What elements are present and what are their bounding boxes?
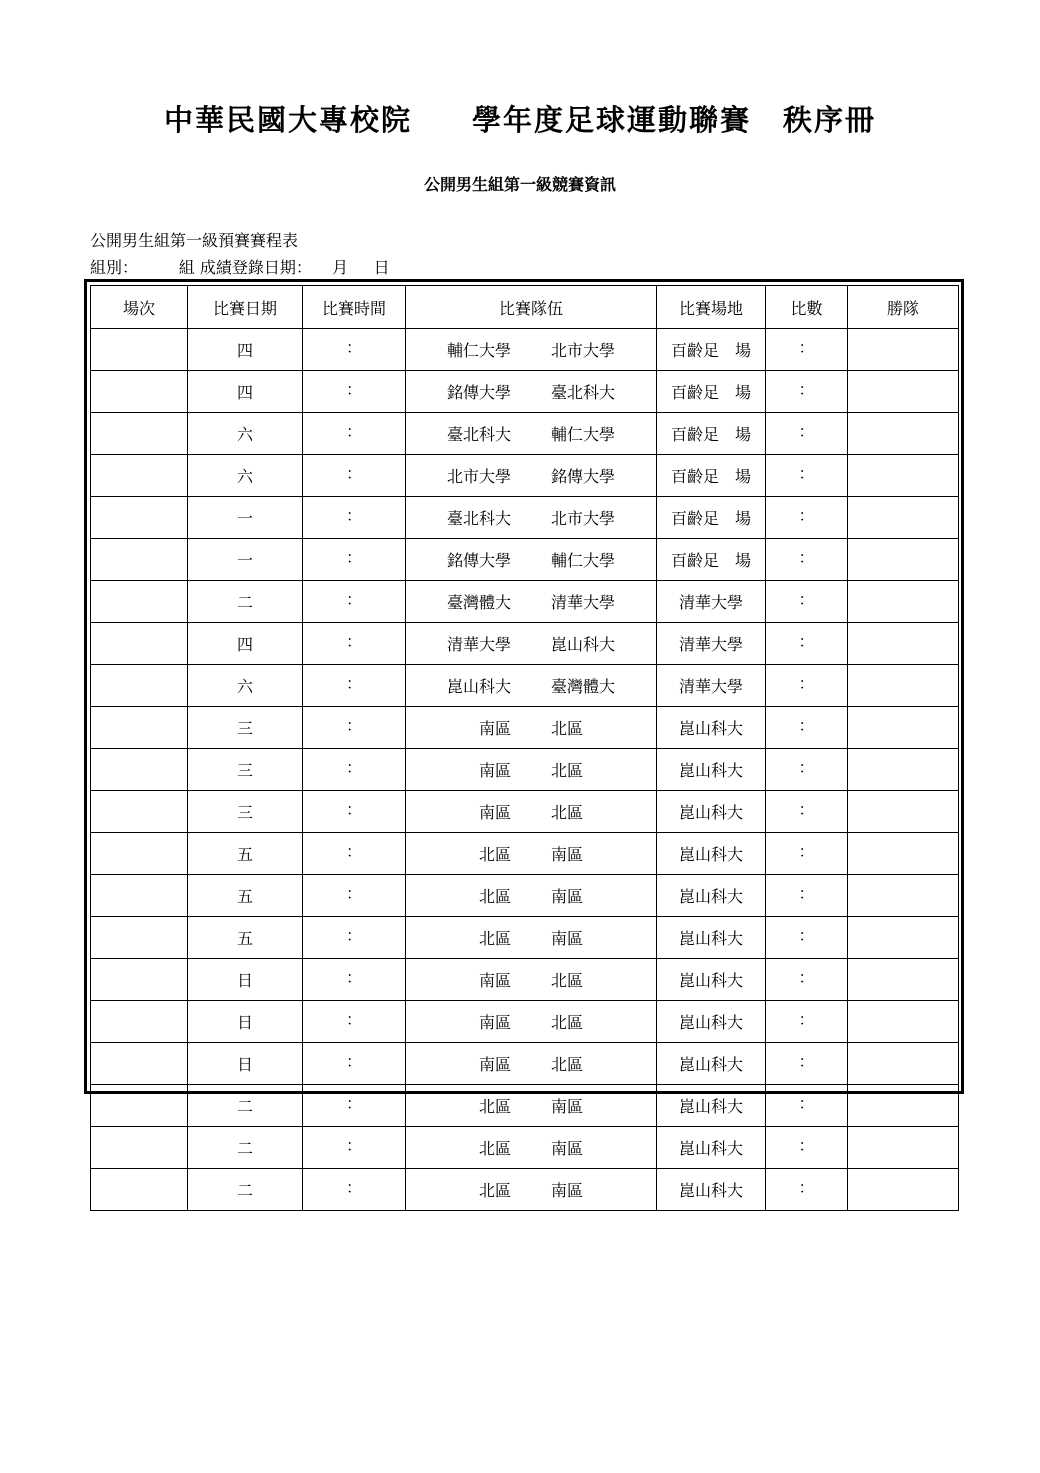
venue-cell: 百齡足 場 (657, 329, 766, 371)
team-home: 臺北科大 (446, 425, 511, 444)
match-cell (91, 371, 188, 413)
date-cell: 三 (188, 791, 303, 833)
match-cell (91, 413, 188, 455)
header-teams: 比賽隊伍 (406, 286, 657, 329)
winner-cell (848, 371, 959, 413)
teams-cell (406, 1043, 657, 1085)
venue-cell: 崑山科大 (657, 1127, 766, 1169)
score-cell: ： (766, 749, 848, 791)
table-header-row (91, 286, 959, 329)
venue-cell: 百齡足 場 (657, 497, 766, 539)
time-cell: ： (303, 539, 406, 581)
team-away: 輔仁大學 (551, 425, 616, 444)
date-cell: 六 (188, 413, 303, 455)
match-cell (91, 917, 188, 959)
team-away: 清華大學 (551, 593, 616, 612)
date-cell: 五 (188, 833, 303, 875)
winner-cell (848, 623, 959, 665)
winner-cell (848, 749, 959, 791)
venue-cell: 清華大學 (657, 623, 766, 665)
match-cell (91, 581, 188, 623)
time-cell: ： (303, 665, 406, 707)
match-cell (91, 329, 188, 371)
time-cell: ： (303, 875, 406, 917)
team-home: 北區 (478, 1139, 511, 1158)
score-cell: ： (766, 497, 848, 539)
team-away: 北區 (551, 1013, 584, 1032)
time-cell: ： (303, 329, 406, 371)
teams-cell (406, 1127, 657, 1169)
team-away: 南區 (551, 1139, 584, 1158)
date-cell: 一 (188, 497, 303, 539)
table-row (91, 497, 959, 539)
date-cell: 六 (188, 455, 303, 497)
venue-cell: 百齡足 場 (657, 539, 766, 581)
team-away: 臺灣體大 (551, 677, 616, 696)
score-cell: ： (766, 791, 848, 833)
team-home: 崑山科大 (446, 677, 511, 696)
score-cell: ： (766, 665, 848, 707)
team-away: 北區 (551, 1055, 584, 1074)
team-home: 北區 (478, 1097, 511, 1116)
table-row (91, 959, 959, 1001)
venue-cell: 清華大學 (657, 581, 766, 623)
team-home: 北市大學 (446, 467, 511, 486)
match-cell (91, 1169, 188, 1211)
team-away: 崑山科大 (551, 635, 616, 654)
score-cell: ： (766, 1043, 848, 1085)
venue-cell: 崑山科大 (657, 917, 766, 959)
venue-cell: 清華大學 (657, 665, 766, 707)
venue-cell: 崑山科大 (657, 1169, 766, 1211)
info-line (90, 255, 390, 278)
team-home: 清華大學 (446, 635, 511, 654)
winner-cell (848, 917, 959, 959)
winner-cell (848, 959, 959, 1001)
match-cell (91, 623, 188, 665)
date-cell: 三 (188, 749, 303, 791)
venue-cell: 崑山科大 (657, 707, 766, 749)
date-cell: 四 (188, 623, 303, 665)
team-home: 南區 (478, 719, 511, 738)
winner-cell (848, 329, 959, 371)
title-part-1: 中華民國大專校院 (163, 103, 412, 137)
teams-cell (406, 665, 657, 707)
teams-cell (406, 581, 657, 623)
page-title (0, 98, 1040, 139)
time-cell: ： (303, 497, 406, 539)
teams-cell (406, 791, 657, 833)
team-home: 南區 (478, 971, 511, 990)
date-cell: 日 (188, 959, 303, 1001)
score-cell: ： (766, 959, 848, 1001)
header-date: 比賽日期 (188, 286, 303, 329)
score-cell: ： (766, 875, 848, 917)
score-cell: ： (766, 539, 848, 581)
winner-cell (848, 497, 959, 539)
time-cell: ： (303, 791, 406, 833)
venue-cell: 崑山科大 (657, 749, 766, 791)
venue-cell: 百齡足 場 (657, 413, 766, 455)
match-cell (91, 791, 188, 833)
date-cell: 四 (188, 371, 303, 413)
match-cell (91, 1043, 188, 1085)
winner-cell (848, 1169, 959, 1211)
date-cell: 日 (188, 1001, 303, 1043)
winner-cell (848, 875, 959, 917)
score-cell: ： (766, 413, 848, 455)
score-cell: ： (766, 455, 848, 497)
match-cell (91, 707, 188, 749)
table-row (91, 1001, 959, 1043)
time-cell: ： (303, 1169, 406, 1211)
time-cell: ： (303, 581, 406, 623)
winner-cell (848, 539, 959, 581)
time-cell: ： (303, 833, 406, 875)
schedule-table (90, 285, 959, 1211)
date-cell: 二 (188, 1127, 303, 1169)
score-cell: ： (766, 833, 848, 875)
team-home: 輔仁大學 (446, 341, 511, 360)
team-away: 北市大學 (551, 509, 616, 528)
day-label: 日 (373, 258, 390, 277)
match-cell (91, 959, 188, 1001)
date-cell: 一 (188, 539, 303, 581)
table-row (91, 875, 959, 917)
table-row (91, 455, 959, 497)
date-cell: 五 (188, 875, 303, 917)
winner-cell (848, 1001, 959, 1043)
time-cell: ： (303, 371, 406, 413)
winner-cell (848, 455, 959, 497)
team-home: 南區 (478, 1055, 511, 1074)
teams-cell (406, 539, 657, 581)
teams-cell (406, 329, 657, 371)
winner-cell (848, 1127, 959, 1169)
table-row (91, 1127, 959, 1169)
month-label: 月 (332, 258, 349, 277)
venue-cell: 崑山科大 (657, 1001, 766, 1043)
date-cell: 二 (188, 1085, 303, 1127)
team-home: 南區 (478, 761, 511, 780)
table-row (91, 539, 959, 581)
title-part-3: 秩序冊 (783, 103, 877, 137)
winner-cell (848, 833, 959, 875)
team-away: 北區 (551, 803, 584, 822)
page-subtitle: 公開男生組第一級競賽資訊 (423, 175, 616, 194)
match-cell (91, 1085, 188, 1127)
team-away: 銘傳大學 (551, 467, 616, 486)
team-home: 臺灣體大 (446, 593, 511, 612)
time-cell: ： (303, 959, 406, 1001)
time-cell: ： (303, 413, 406, 455)
team-home: 北區 (478, 929, 511, 948)
teams-cell (406, 917, 657, 959)
venue-cell: 崑山科大 (657, 791, 766, 833)
time-cell: ： (303, 455, 406, 497)
table-row (91, 623, 959, 665)
score-cell: ： (766, 329, 848, 371)
team-home: 銘傳大學 (446, 383, 511, 402)
team-away: 南區 (551, 845, 584, 864)
winner-cell (848, 413, 959, 455)
teams-cell (406, 749, 657, 791)
table-row (91, 1169, 959, 1211)
winner-cell (848, 1085, 959, 1127)
table-row (91, 917, 959, 959)
date-cell: 五 (188, 917, 303, 959)
table-row (91, 371, 959, 413)
team-away: 南區 (551, 1097, 584, 1116)
score-cell: ： (766, 707, 848, 749)
team-home: 北區 (478, 1181, 511, 1200)
table-row (91, 413, 959, 455)
venue-cell: 崑山科大 (657, 875, 766, 917)
table-row (91, 1043, 959, 1085)
date-cell: 二 (188, 1169, 303, 1211)
winner-cell (848, 707, 959, 749)
score-cell: ： (766, 1169, 848, 1211)
team-away: 南區 (551, 929, 584, 948)
match-cell (91, 455, 188, 497)
teams-cell (406, 371, 657, 413)
time-cell: ： (303, 1085, 406, 1127)
venue-cell: 崑山科大 (657, 1043, 766, 1085)
match-cell (91, 1001, 188, 1043)
table-row (91, 581, 959, 623)
winner-cell (848, 1043, 959, 1085)
teams-cell (406, 413, 657, 455)
score-cell: ： (766, 1127, 848, 1169)
header-venue: 比賽場地 (657, 286, 766, 329)
match-cell (91, 833, 188, 875)
schedule-table-frame (84, 279, 964, 1200)
table-row (91, 791, 959, 833)
score-cell: ： (766, 371, 848, 413)
teams-cell (406, 875, 657, 917)
team-home: 南區 (478, 803, 511, 822)
teams-cell (406, 623, 657, 665)
teams-cell (406, 1001, 657, 1043)
time-cell: ： (303, 1043, 406, 1085)
score-cell: ： (766, 1085, 848, 1127)
header-time: 比賽時間 (303, 286, 406, 329)
table-row (91, 749, 959, 791)
time-cell: ： (303, 707, 406, 749)
date-cell: 六 (188, 665, 303, 707)
table-row (91, 329, 959, 371)
date-cell: 三 (188, 707, 303, 749)
time-cell: ： (303, 749, 406, 791)
time-cell: ： (303, 917, 406, 959)
header-match: 場次 (91, 286, 188, 329)
venue-cell: 百齡足 場 (657, 371, 766, 413)
header-winner: 勝隊 (848, 286, 959, 329)
venue-cell: 崑山科大 (657, 1085, 766, 1127)
teams-cell (406, 707, 657, 749)
winner-cell (848, 791, 959, 833)
score-cell: ： (766, 917, 848, 959)
team-home: 臺北科大 (446, 509, 511, 528)
match-cell (91, 665, 188, 707)
team-away: 北市大學 (551, 341, 616, 360)
match-cell (91, 875, 188, 917)
winner-cell (848, 665, 959, 707)
team-away: 臺北科大 (551, 383, 616, 402)
team-away: 北區 (551, 719, 584, 738)
table-row (91, 665, 959, 707)
header-score: 比數 (766, 286, 848, 329)
match-cell (91, 539, 188, 581)
title-part-2: 學年度足球運動聯賽 (471, 103, 751, 137)
record-date-label: 成績登錄日期： (199, 258, 312, 277)
teams-cell (406, 959, 657, 1001)
match-cell (91, 749, 188, 791)
teams-cell (406, 455, 657, 497)
venue-cell: 崑山科大 (657, 833, 766, 875)
team-home: 北區 (478, 887, 511, 906)
venue-cell: 崑山科大 (657, 959, 766, 1001)
time-cell: ： (303, 1127, 406, 1169)
schedule-title: 公開男生組第一級預賽賽程表 (90, 231, 299, 250)
score-cell: ： (766, 623, 848, 665)
team-away: 南區 (551, 887, 584, 906)
team-home: 銘傳大學 (446, 551, 511, 570)
teams-cell (406, 1085, 657, 1127)
group-suffix: 組 (178, 258, 195, 277)
date-cell: 二 (188, 581, 303, 623)
time-cell: ： (303, 623, 406, 665)
group-label: 組別： (90, 258, 139, 277)
teams-cell (406, 833, 657, 875)
time-cell: ： (303, 1001, 406, 1043)
score-cell: ： (766, 581, 848, 623)
team-away: 輔仁大學 (551, 551, 616, 570)
match-cell (91, 497, 188, 539)
teams-cell (406, 497, 657, 539)
team-away: 北區 (551, 971, 584, 990)
team-home: 南區 (478, 1013, 511, 1032)
teams-cell (406, 1169, 657, 1211)
table-row (91, 707, 959, 749)
match-cell (91, 1127, 188, 1169)
team-home: 北區 (478, 845, 511, 864)
table-row (91, 833, 959, 875)
team-away: 北區 (551, 761, 584, 780)
table-row (91, 1085, 959, 1127)
date-cell: 四 (188, 329, 303, 371)
winner-cell (848, 581, 959, 623)
venue-cell: 百齡足 場 (657, 455, 766, 497)
score-cell: ： (766, 1001, 848, 1043)
date-cell: 日 (188, 1043, 303, 1085)
team-away: 南區 (551, 1181, 584, 1200)
